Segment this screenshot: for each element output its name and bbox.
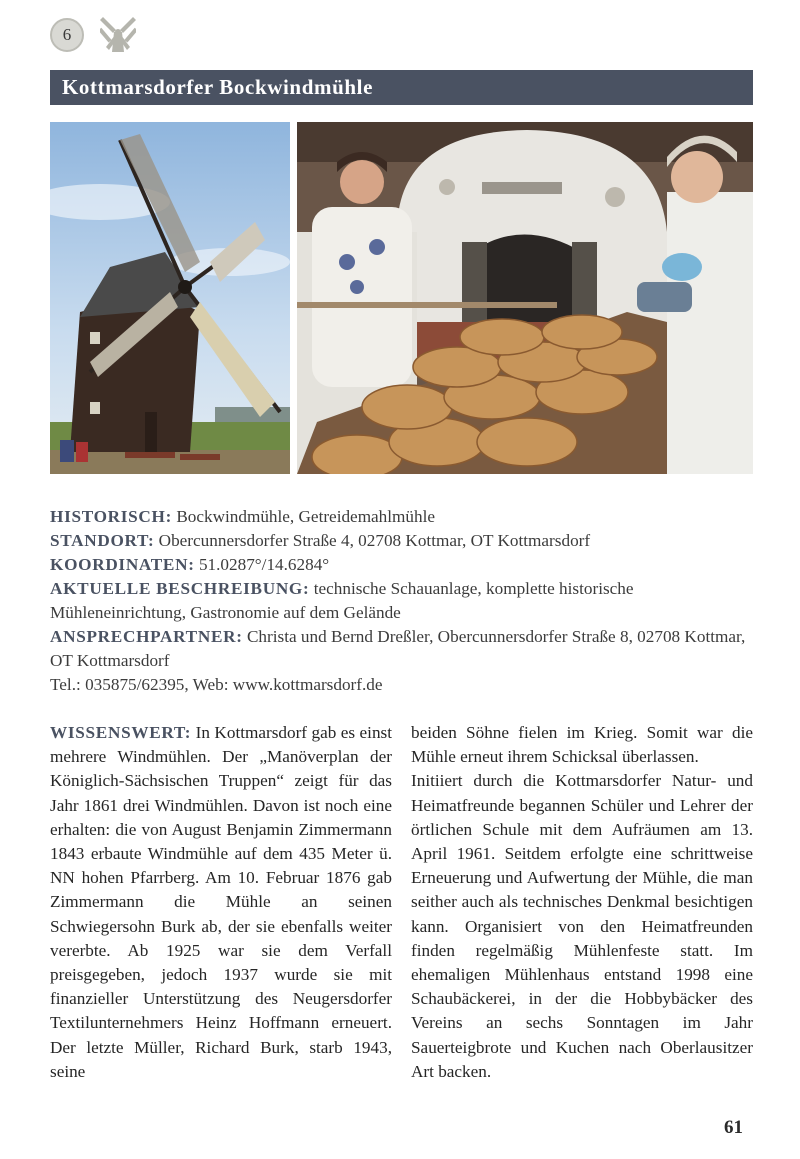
page-number: 61 — [724, 1117, 743, 1138]
fact-standort: STANDORT: Obercunnersdorfer Straße 4, 02708 Kottmar, OT Kottmarsdorf — [50, 531, 591, 550]
facts-block — [50, 505, 755, 697]
wissenswert-paragraph-continued: beiden Söhne fielen im Krieg. Somit war die Mühle erneut ihrem Schicksal überlassen. — [411, 723, 753, 767]
wissenswert-text: In Kottmarsdorf gab es einst mehrere Windmühlen. Der „Manöverplan der Königlich-Sächsischen Truppen“ zeigt für das Jahr 1861 drei Windmühlen. Davon ist noch eine erhalten: die von August Benjamin Zimmermann 1843 erbaute Windmühle auf dem 435 Meter ü. NN hohen Pfarrberg. Am 10. Februar 1876 gab Zimmermann die Mühle an seinen Schwiegersohn Burk ab, der sie ebenfalls weiter vererbte. Ab 1925 war sie dem Verfall preisgegeben, jedoch 1937 wurde sie mit finanzieller Unterstützung des Neugersdorfer Textilunternehmers Heinz Hoffmann erneuert. Der letzte Müller, Richard Burk, starb 1943, seine — [50, 723, 392, 1081]
wissenswert-label: WISSENSWERT: — [50, 723, 192, 742]
windmill-photo — [50, 122, 290, 474]
windmill-icon — [100, 14, 136, 54]
fact-historisch: HISTORISCH: Bockwindmühle, Getreidemahlmühle — [50, 507, 436, 526]
entry-number-badge — [50, 18, 84, 52]
fact-ansprechpartner: ANSPRECHPARTNER: Christa und Bernd Dreßler, Obercunnersdorfer Straße 8, 02708 Kottmar, OT Kottmarsdorf — [50, 627, 746, 670]
fact-koordinaten: KOORDINATEN: 51.0287°/14.6284° — [50, 555, 330, 574]
wissenswert-column-left — [50, 721, 392, 1084]
page-title — [50, 70, 753, 105]
page-title-text: Kottmarsdorfer Bockwindmühle — [62, 75, 373, 99]
fact-beschreibung: AKTUELLE BESCHREIBUNG: technische Schauanlage, komplette historische Mühleneinrichtung, Gastronomie auf dem Gelände — [50, 579, 634, 622]
entry-number: 6 — [62, 25, 72, 44]
wissenswert-paragraph-2: Initiiert durch die Kottmarsdorfer Natur- und Heimatfreunde begannen Schüler und Lehrer der örtlichen Schule mit dem Aufräumen am 13. April 1961. Seitdem erfolgte eine schrittweise Erneuerung und Aufwertung der Mühle, die man seither auch als technisches Denkmal besichtigen kann. Organisiert von den Heimatfreunden finden regelmäßig Mühlenfeste statt. Im ehemaligen Mühlenhaus entstand 1998 eine Schaubäckerei, in der die Hobbybäcker des Vereins an sechs Sonntagen im Jahr Sauerteigbrote und Kuchen nach Oberlausitzer Art backen. — [411, 771, 753, 1081]
fact-contact: Tel.: 035875/62395, Web: www.kottmarsdorf.de — [50, 675, 383, 694]
bakery-photo — [297, 122, 753, 474]
wissenswert-paragraph — [50, 721, 392, 1084]
wissenswert-column-right — [411, 721, 753, 1084]
